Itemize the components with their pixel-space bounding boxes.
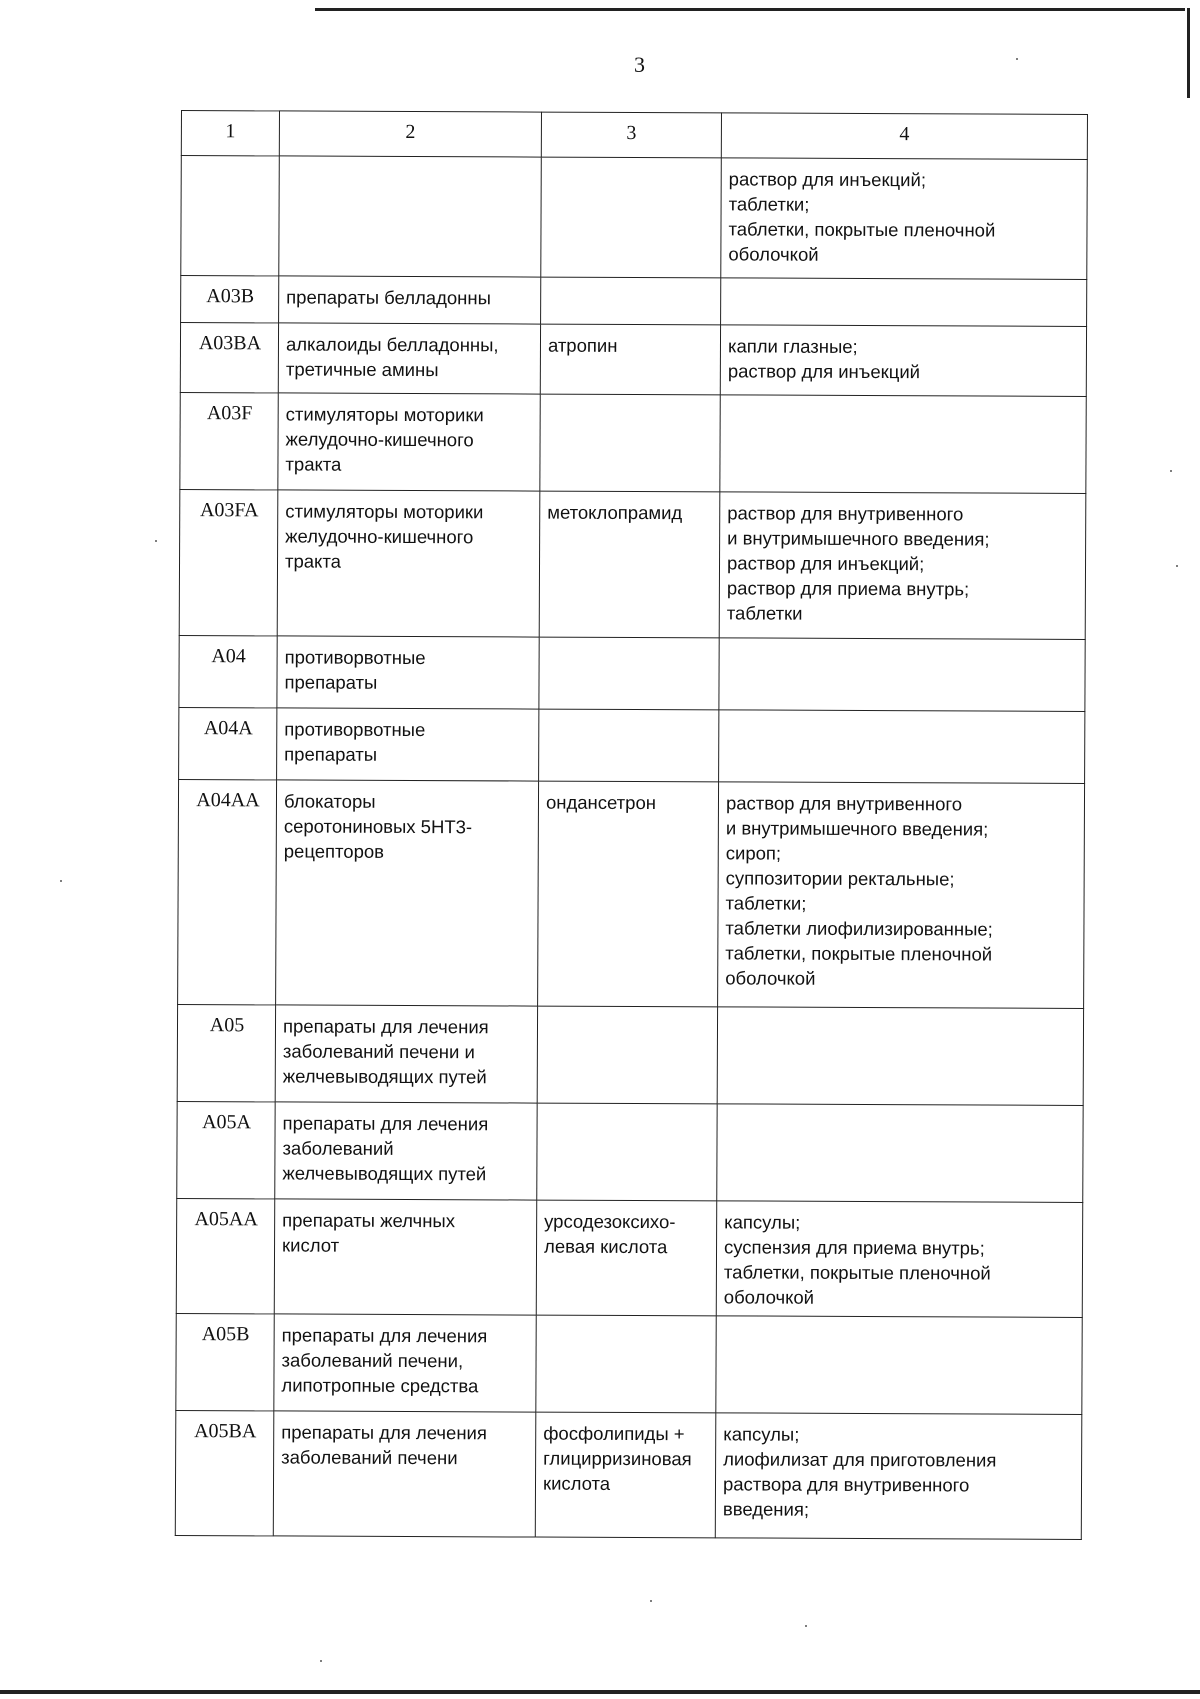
cell-text-line: раствор для внутривенного [727, 502, 964, 525]
cell-text-line: метоклопрамид [547, 501, 683, 524]
group-name-cell [279, 276, 541, 324]
table-row [176, 1198, 1082, 1317]
drug-name-cell [539, 491, 720, 638]
right-border-line [1187, 8, 1190, 98]
cell-text-line: раствор для инъекций; [726, 552, 925, 575]
dosage-forms-cell [717, 1007, 1083, 1106]
cell-text-line: серотониновых 5HT3- [283, 815, 473, 838]
scan-speck [650, 1600, 652, 1602]
atc-code-cell: A05BA [175, 1410, 274, 1535]
table-row [181, 156, 1088, 280]
cell-text-line: противорвотные [284, 718, 426, 741]
scan-speck [805, 1625, 807, 1627]
cell-text-line: желудочно-кишечного [285, 525, 474, 548]
dosage-forms-cell [716, 1316, 1082, 1415]
drug-name-cell [541, 277, 721, 325]
drug-classification-table [175, 110, 1088, 1540]
cell-text-line: заболеваний печени [281, 1446, 458, 1469]
cell-text-line: третичные амины [285, 358, 439, 381]
cell-text-line: противорвотные [284, 646, 426, 669]
cell-text-line: таблетки, покрытые пленочной [725, 942, 993, 965]
dosage-forms-cell [721, 158, 1088, 280]
drug-name-cell [535, 1412, 716, 1538]
group-name-cell [277, 708, 539, 781]
group-name-cell [275, 1005, 537, 1103]
table-row [179, 635, 1085, 711]
table-row [181, 276, 1087, 327]
top-border-line [315, 8, 1185, 11]
page-number: 3 [634, 52, 645, 77]
group-name-cell [279, 156, 542, 277]
cell-text-line: таблетки [726, 602, 803, 624]
atc-code-cell [181, 156, 280, 276]
cell-text-line: фосфолипиды + [543, 1422, 685, 1445]
cell-text-line: таблетки лиофилизированные; [725, 917, 993, 940]
drug-name-cell [537, 1103, 717, 1201]
dosage-forms-cell [720, 325, 1086, 397]
cell-text-line: суспензия для приема внутрь; [723, 1236, 985, 1259]
cell-text-line: заболеваний [282, 1137, 394, 1159]
table-row [179, 489, 1086, 639]
table-row [180, 323, 1086, 397]
cell-text-line: капсулы; [723, 1423, 800, 1445]
cell-text-line: лиофилизат для приготовления [723, 1448, 997, 1471]
atc-code-cell: A04 [179, 635, 277, 707]
table-row [179, 707, 1085, 783]
group-name-cell [273, 1411, 536, 1537]
cell-text-line: липотропные средства [281, 1374, 479, 1397]
atc-code-cell: A05A [177, 1101, 275, 1198]
atc-code-cell: A03B [181, 276, 279, 323]
group-name-cell [277, 636, 539, 709]
drug-name-cell [536, 1200, 717, 1316]
drug-name-cell [538, 781, 719, 1007]
scan-speck [1016, 58, 1018, 60]
cell-text-line: и внутримышечного введения; [727, 527, 990, 550]
cell-text-line: раствор для инъекций [727, 360, 921, 383]
bottom-border-line [0, 1690, 1200, 1694]
scan-speck [320, 1660, 322, 1662]
cell-text-line: сироп; [725, 842, 782, 864]
cell-text-line: раствор для инъекций; [728, 168, 927, 191]
column-header-4: 4 [721, 113, 1087, 160]
group-name-cell [278, 393, 540, 491]
atc-code-cell: A03BA [180, 323, 278, 393]
table-row [175, 1410, 1082, 1539]
atc-code-cell: A04AA [178, 779, 277, 1004]
cell-text-line: кислот [282, 1234, 340, 1256]
column-header-2: 2 [279, 111, 541, 157]
scan-speck [1170, 470, 1172, 472]
scan-speck [155, 540, 157, 542]
table-header-row [181, 111, 1087, 160]
table-row [177, 1101, 1083, 1202]
cell-text-line: капсулы; [724, 1211, 801, 1233]
cell-text-line: желчевыводящих путей [282, 1162, 487, 1185]
scan-speck [1176, 565, 1178, 567]
atc-code-cell: A03FA [179, 489, 278, 635]
cell-text-line: препараты белладонны [286, 286, 491, 309]
scan-speck [60, 880, 62, 882]
cell-text-line: тракта [284, 550, 342, 572]
cell-text-line: таблетки; [728, 193, 810, 215]
cell-text-line: препараты желчных [282, 1209, 456, 1232]
cell-text-line: капли глазные; [727, 335, 858, 357]
atc-code-cell: A04A [179, 707, 277, 779]
atc-code-cell: A03F [180, 392, 278, 489]
cell-text-line: рецепторов [283, 840, 385, 862]
cell-text-line: тракта [285, 453, 342, 475]
cell-text-line: заболеваний печени, [281, 1349, 464, 1372]
drug-name-cell [539, 709, 719, 782]
dosage-forms-cell [721, 278, 1087, 327]
cell-text-line: левая кислота [544, 1235, 668, 1258]
cell-text-line: кислота [542, 1472, 611, 1494]
drug-name-cell [539, 637, 719, 710]
dosage-forms-cell [720, 395, 1086, 494]
drug-name-cell [541, 157, 722, 278]
cell-text-line: урсодезоксихо- [544, 1210, 676, 1233]
cell-text-line: препараты для лечения [282, 1015, 489, 1038]
group-name-cell [274, 1314, 536, 1412]
dosage-forms-cell [719, 710, 1085, 784]
cell-text-line: стимуляторы моторики [285, 500, 484, 523]
dosage-forms-cell [716, 1201, 1082, 1318]
column-header-1: 1 [181, 111, 279, 156]
cell-text-line: заболеваний печени и [282, 1040, 475, 1063]
drug-name-cell [537, 1006, 717, 1104]
cell-text-line: таблетки, покрытые пленочной [723, 1261, 991, 1284]
group-name-cell [277, 490, 540, 637]
table-body [175, 156, 1087, 1540]
dosage-forms-cell [715, 1413, 1082, 1540]
cell-text-line: препараты для лечения [282, 1112, 489, 1135]
drug-name-cell [540, 324, 720, 395]
cell-text-line: суппозитории ректальные; [725, 867, 955, 890]
group-name-cell [275, 1102, 537, 1200]
table-row [178, 779, 1085, 1008]
cell-text-line: атропин [547, 334, 618, 356]
table-row [177, 1004, 1083, 1105]
cell-text-line: оболочкой [725, 967, 816, 989]
table-row [180, 392, 1086, 493]
cell-text-line: введения; [722, 1498, 810, 1520]
group-name-cell [276, 780, 539, 1006]
cell-text-line: желудочно-кишечного [285, 428, 474, 451]
dosage-forms-cell [717, 1104, 1083, 1203]
drug-name-cell [540, 394, 720, 492]
cell-text-line: алкалоиды белладонны, [285, 333, 499, 356]
cell-text-line: и внутримышечного введения; [725, 817, 989, 840]
cell-text-line: оболочкой [728, 243, 819, 265]
cell-text-line: желчевыводящих путей [282, 1065, 487, 1088]
cell-text-line: блокаторы [283, 790, 376, 812]
cell-text-line: раствор для внутривенного [725, 792, 963, 815]
group-name-cell [274, 1199, 536, 1315]
table-row [176, 1313, 1082, 1414]
group-name-cell [278, 323, 540, 394]
cell-text-line: препараты [284, 671, 378, 693]
column-header-3: 3 [541, 112, 721, 158]
cell-text-line: раствор для приема внутрь; [726, 577, 970, 600]
cell-text-line: глицирризиновая [543, 1447, 692, 1470]
cell-text-line: раствора для внутривенного [722, 1473, 970, 1496]
cell-text-line: стимуляторы моторики [285, 403, 484, 426]
cell-text-line: ондансетрон [545, 791, 657, 814]
atc-code-cell: A05B [176, 1313, 274, 1410]
cell-text-line: таблетки, покрытые пленочной [728, 218, 996, 241]
dosage-forms-cell [718, 782, 1085, 1009]
dosage-forms-cell [719, 492, 1086, 640]
atc-code-cell: A05AA [176, 1198, 275, 1313]
cell-text-line: препараты для лечения [281, 1421, 487, 1444]
dosage-forms-cell [719, 638, 1085, 712]
cell-text-line: оболочкой [723, 1286, 815, 1308]
cell-text-line: таблетки; [725, 892, 807, 914]
atc-code-cell: A05 [177, 1004, 275, 1101]
cell-text-line: препараты для лечения [281, 1324, 488, 1347]
drug-name-cell [536, 1315, 716, 1413]
cell-text-line: препараты [284, 743, 378, 765]
